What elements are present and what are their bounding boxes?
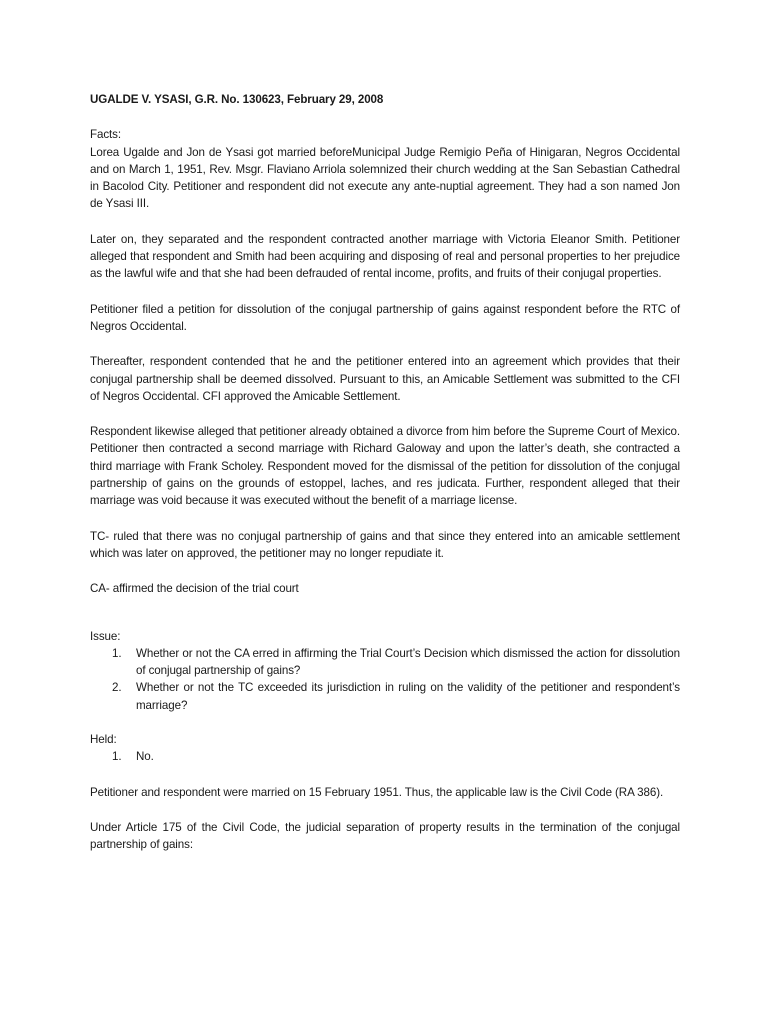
held-item	[90, 748, 680, 765]
document-title: UGALDE V. YSASI, G.R. No. 130623, February 29, 2008	[90, 93, 384, 106]
issue-number: 1.	[112, 646, 122, 660]
facts-paragraph-5: Respondent likewise alleged that petitioner already obtained a divorce from him before the Supreme Court of Mexico. Petitioner then contracted a second marriage with Richard Galoway and upon the latter’s death, she contracted a third marriage with Frank Scholey. Respondent moved for the dismissal of the petition for dissolution of the conjugal partnership of gains on the grounds of estoppel, laches, and res judicata. Further, respondent alleged that their marriage was void because it was executed without the benefit of a marriage license.	[90, 425, 680, 508]
facts-paragraph-2: Later on, they separated and the respondent contracted another marriage with Victoria Eleanor Smith. Petitioner alleged that respondent and Smith had been acquiring and disposing of real and personal properties to her prejudice as the lawful wife and that she had been defrauded of rental income, profits, and fruits of their conjugal properties.	[90, 232, 680, 281]
court-of-appeals-ruling: CA- affirmed the decision of the trial court	[90, 582, 299, 596]
issue-item	[90, 679, 680, 714]
closing-paragraph-2: Under Article 175 of the Civil Code, the judicial separation of property results in the termination of the conjugal partnership of gains:	[90, 820, 680, 852]
facts-paragraph-4: Thereafter, respondent contended that he and the petitioner entered into an agreement which provides that their conjugal partnership shall be deemed dissolved. Pursuant to this, an Amicable Settlement was submitted to the CFI of Negros Occidental. CFI approved the Amicable Settlement.	[90, 355, 680, 403]
issue-heading: Issue:	[90, 629, 121, 643]
document-page	[90, 91, 680, 854]
closing-paragraph-1: Petitioner and respondent were married on 15 February 1951. Thus, the applicable law is the Civil Code (RA 386).	[90, 785, 664, 799]
held-number: 1.	[112, 750, 122, 764]
issue-item	[90, 645, 680, 680]
facts-paragraph-1: Lorea Ugalde and Jon de Ysasi got married beforeMunicipal Judge Remigio Peña of Hinigaran, Negros Occidental and on March 1, 1951, Rev. Msgr. Flaviano Arriola solemnized their church wedding at the San Sebastian Cathedral in Bacolod City. Petitioner and respondent did not execute any ante-nuptial agreement. They had a son named Jon de Ysasi III.	[90, 145, 680, 211]
issues-list	[90, 645, 680, 714]
trial-court-ruling: TC- ruled that there was no conjugal partnership of gains and that since they entered into an amicable settlement which was later on approved, the petitioner may no longer repudiate it.	[90, 529, 680, 560]
facts-paragraph-3: Petitioner filed a petition for dissolution of the conjugal partnership of gains against respondent before the RTC of Negros Occidental.	[90, 302, 680, 333]
issue-number: 2.	[112, 681, 122, 695]
held-list	[90, 748, 680, 765]
held-heading: Held:	[90, 733, 117, 747]
issue-text: Whether or not the CA erred in affirming the Trial Court’s Decision which dismissed the action for dissolution of conjugal partnership of gains?	[136, 646, 680, 678]
issue-text: Whether or not the TC exceeded its jurisdiction in ruling on the validity of the petitioner and respondent’s marriage?	[136, 681, 680, 712]
held-text: No.	[136, 750, 154, 764]
facts-heading: Facts:	[90, 128, 121, 142]
